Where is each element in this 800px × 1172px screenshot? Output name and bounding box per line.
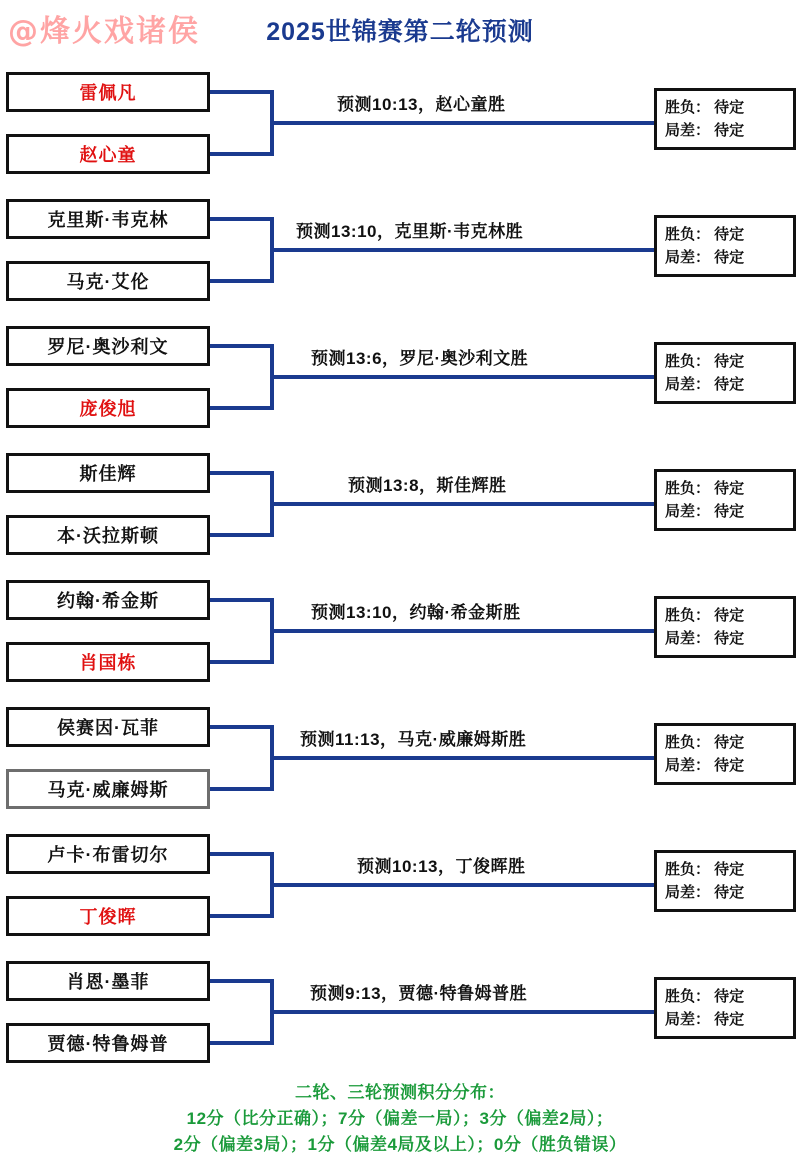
connector-bottom [210, 660, 274, 664]
player-box-bottom[interactable]: 肖国栋 [6, 642, 210, 682]
result-frame-diff: 局差： 待定 [665, 249, 745, 266]
connector-top [210, 725, 274, 729]
player-box-top[interactable]: 斯佳辉 [6, 453, 210, 493]
scoring-legend-line: 2分（偏差3局）；1分（偏差4局及以上）；0分（胜负错误） [173, 1135, 627, 1154]
connector-top [210, 217, 274, 221]
player-box-top[interactable]: 克里斯·韦克林 [6, 199, 210, 239]
result-win-loss: 胜负： 待定 [665, 734, 745, 751]
prediction-text: 预测9:13，贾德·特鲁姆普胜 [310, 984, 528, 1003]
connector-bottom [210, 787, 274, 791]
result-win-loss: 胜负： 待定 [665, 226, 745, 243]
connector-out [270, 756, 656, 760]
prediction-text: 预测13:10，克里斯·韦克林胜 [296, 222, 524, 241]
prediction-text: 预测11:13，马克·威廉姆斯胜 [300, 730, 527, 749]
result-frame-diff: 局差： 待定 [665, 122, 745, 139]
connector-out [270, 629, 656, 633]
result-win-loss: 胜负： 待定 [665, 99, 745, 116]
player-box-bottom[interactable]: 贾德·特鲁姆普 [6, 1023, 210, 1063]
scoring-legend-line: 二轮、三轮预测积分分布： [295, 1083, 505, 1102]
connector-top [210, 344, 274, 348]
player-box-top[interactable]: 侯赛因·瓦菲 [6, 707, 210, 747]
player-box-bottom[interactable]: 赵心童 [6, 134, 210, 174]
player-box-bottom[interactable]: 庞俊旭 [6, 388, 210, 428]
result-win-loss: 胜负： 待定 [665, 607, 745, 624]
result-win-loss: 胜负： 待定 [665, 861, 745, 878]
scoring-legend [0, 1080, 800, 1158]
connector-out [270, 375, 656, 379]
result-box [654, 596, 796, 658]
result-box [654, 469, 796, 531]
connector-out [270, 883, 656, 887]
connector-top [210, 90, 274, 94]
result-box [654, 88, 796, 150]
player-box-bottom[interactable]: 马克·艾伦 [6, 261, 210, 301]
connector-top [210, 979, 274, 983]
watermark: @烽火戏诸侯 [8, 14, 200, 49]
connector-bottom [210, 914, 274, 918]
connector-bottom [210, 152, 274, 156]
bracket-container [0, 66, 800, 1076]
connector-bottom [210, 533, 274, 537]
connector-top [210, 471, 274, 475]
page-title: 2025世锦赛第二轮预测 [266, 18, 534, 46]
player-box-top[interactable]: 雷佩凡 [6, 72, 210, 112]
connector-bottom [210, 406, 274, 410]
result-frame-diff: 局差： 待定 [665, 630, 745, 647]
result-win-loss: 胜负： 待定 [665, 480, 745, 497]
connector-bottom [210, 1041, 274, 1045]
player-box-top[interactable]: 罗尼·奥沙利文 [6, 326, 210, 366]
prediction-text: 预测10:13，赵心童胜 [337, 95, 506, 114]
player-box-bottom[interactable]: 丁俊晖 [6, 896, 210, 936]
connector-out [270, 502, 656, 506]
connector-top [210, 852, 274, 856]
result-box [654, 342, 796, 404]
result-frame-diff: 局差： 待定 [665, 757, 745, 774]
result-frame-diff: 局差： 待定 [665, 884, 745, 901]
player-box-bottom[interactable]: 马克·威廉姆斯 [6, 769, 210, 809]
result-frame-diff: 局差： 待定 [665, 503, 745, 520]
prediction-text: 预测10:13，丁俊晖胜 [357, 857, 526, 876]
player-box-top[interactable]: 肖恩·墨菲 [6, 961, 210, 1001]
prediction-text: 预测13:6，罗尼·奥沙利文胜 [311, 349, 529, 368]
player-box-top[interactable]: 卢卡·布雷切尔 [6, 834, 210, 874]
connector-out [270, 121, 656, 125]
result-box [654, 215, 796, 277]
result-frame-diff: 局差： 待定 [665, 376, 745, 393]
result-box [654, 723, 796, 785]
connector-out [270, 1010, 656, 1014]
player-box-top[interactable]: 约翰·希金斯 [6, 580, 210, 620]
prediction-text: 预测13:10，约翰·希金斯胜 [311, 603, 521, 622]
prediction-text: 预测13:8，斯佳辉胜 [348, 476, 507, 495]
connector-bottom [210, 279, 274, 283]
result-box [654, 850, 796, 912]
connector-top [210, 598, 274, 602]
connector-out [270, 248, 656, 252]
result-win-loss: 胜负： 待定 [665, 988, 745, 1005]
result-frame-diff: 局差： 待定 [665, 1011, 745, 1028]
player-box-bottom[interactable]: 本·沃拉斯顿 [6, 515, 210, 555]
result-win-loss: 胜负： 待定 [665, 353, 745, 370]
result-box [654, 977, 796, 1039]
scoring-legend-line: 12分（比分正确）；7分（偏差一局）；3分（偏差2局）； [186, 1109, 614, 1128]
